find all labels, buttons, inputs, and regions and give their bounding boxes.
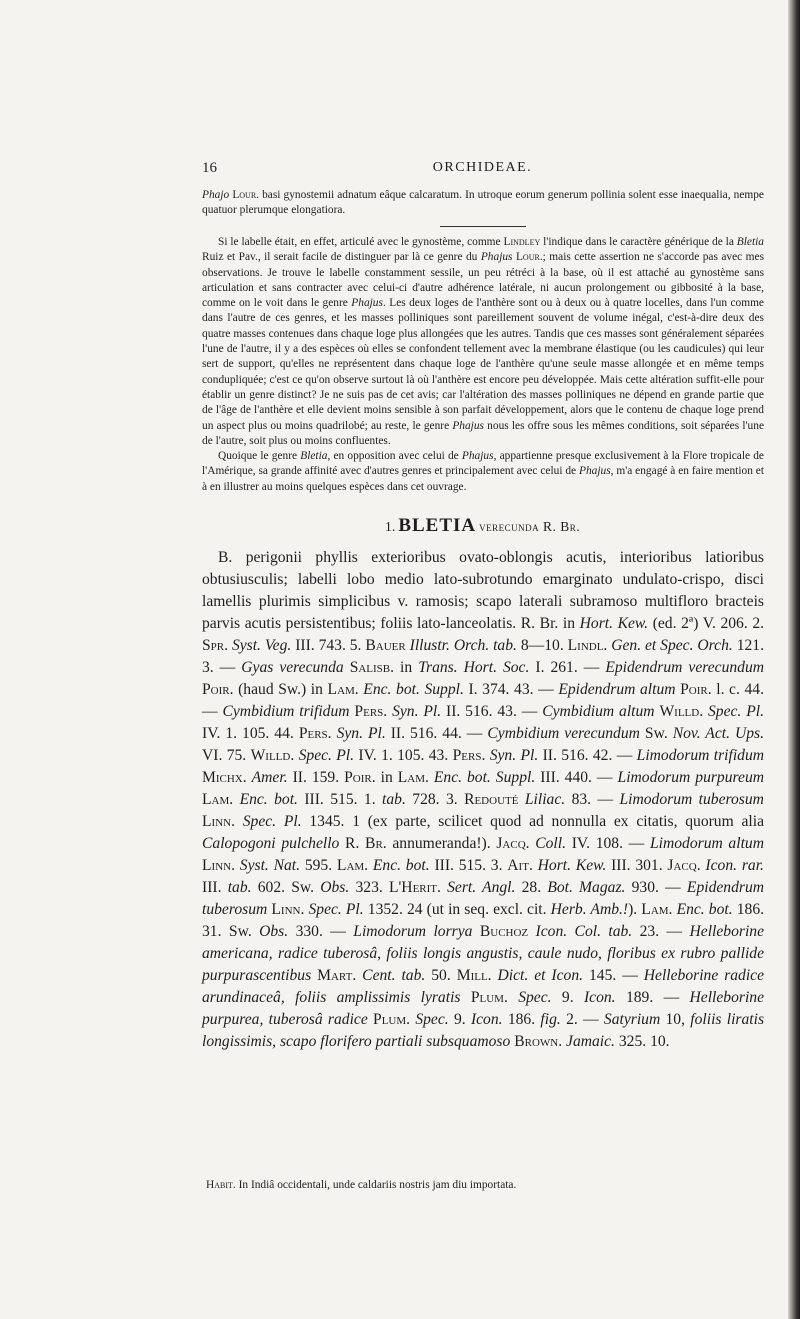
section-divider: [440, 226, 526, 227]
species-number: 1.: [384, 520, 396, 535]
author-name: Lour.: [232, 189, 260, 201]
page-number: 16: [202, 160, 217, 176]
book-spine-edge: [788, 0, 800, 1319]
habitat-text: In Indiâ occidentali, unde caldariis nostris jam diu importata.: [238, 1179, 517, 1191]
footnote-continuation: [202, 188, 764, 218]
habitat-label: Habit.: [206, 1179, 236, 1191]
genus-name: Phajo: [202, 189, 230, 201]
species-description: [202, 547, 764, 1053]
species-genus: BLETIA: [398, 515, 477, 536]
diagnosis-and-synonymy: B. perigonii phyllis exterioribus ovato-oblongis acutis, interioribus latioribus obtusiusculis; labelli lobo medio lato-subrotundo emarginato undulato-crispo, disci lamellis plurimis simplicibus v. ramosis; scapo laterali subramoso multifloro bracteis parvis acutis persistentibus; foliis lato-lanceolatis. R. Br. in Hort. Kew. (ed. 2ª) V. 206. 2. Spr. Syst. Veg. III. 743. 5. Bauer Illustr. Orch. tab. 8—10. Lindl. Gen. et Spec. Orch. 121. 3. — Gyas verecunda Salisb. in Trans. Hort. Soc. I. 261. — Epidendrum verecundum Poir. (haud Sw.) in Lam. Enc. bot. Suppl. I. 374. 43. — Epidendrum altum Poir. l. c. 44. — Cymbidium trifidum Pers. Syn. Pl. II. 516. 43. — Cymbidium altum Willd. Spec. Pl. IV. 1. 105. 44. Pers. Syn. Pl. II. 516. 44. — Cymbidium verecundum Sw. Nov. Act. Ups. VI. 75. Willd. Spec. Pl. IV. 1. 105. 43. Pers. Syn. Pl. II. 516. 42. — Limodorum trifidum Michx. Amer. II. 159. Poir. in Lam. Enc. bot. Suppl. III. 440. — Limodorum purpureum Lam. Enc. bot. III. 515. 1. tab. 728. 3. Redouté Liliac. 83. — Limodorum tuberosum Linn. Spec. Pl. 1345. 1 (ex parte, scilicet quod ad nonnulla ex citatis, quorum alia Calopogoni pulchello R. Br. annumeranda!). Jacq. Coll. IV. 108. — Limodorum altum Linn. Syst. Nat. 595. Lam. Enc. bot. III. 515. 3. Ait. Hort. Kew. III. 301. Jacq. Icon. rar. III. tab. 602. Sw. Obs. 323. L'Herit. Sert. Angl. 28. Bot. Magaz. 930. — Epidendrum tuberosum Linn. Spec. Pl. 1352. 24 (ut in seq. excl. cit. Herb. Amb.!). Lam. Enc. bot. 186. 31. Sw. Obs. 330. — Limodorum lorrya Buchoz Icon. Col. tab. 23. — Helleborine americana, radice tuberosâ, foliis longis angustis, caule nudo, floribus ex rubro pallide purpurascentibus Mart. Cent. tab. 50. Mill. Dict. et Icon. 145. — Helleborine radice arundinaceâ, foliis amplissimis lyratis Plum. Spec. 9. Icon. 189. — Helleborine purpurea, tuberosâ radice Plum. Spec. 9. Icon. 186. fig. 2. — Satyrium 10, foliis liratis longissimis, scapo florifero partiali subsquamoso Brown. Jamaic. 325. 10.: [202, 549, 765, 1050]
commentary-paragraph: Quoique le genre Bletia, en opposition avec celui de Phajus, appartienne presque exclusivement à la Flore tropicale de l'Amérique, sa grande affinité avec d'autres genres et principalement avec celui de Phajus, m'a engagé à en faire mention et à en illustrer au moins quelques espèces dans cet ouvrage.: [202, 450, 764, 493]
species-epithet: verecunda R. Br.: [479, 519, 581, 534]
page-header: [200, 160, 765, 182]
habitat-note: [206, 1178, 766, 1193]
book-page: [200, 0, 765, 1319]
commentary: [202, 235, 764, 495]
running-title: ORCHIDEAE.: [432, 160, 533, 175]
commentary-paragraph: Si le labelle était, en effet, articulé avec le gynostème, comme Lindley l'indique dans le caractère générique de la Bletia Ruiz et Pav., il serait facile de distinguer par là ce genre du Phajus Lour.; mais cette assertion ne s'accorde pas avec mes observations. Je trouve le labelle constamment sessile, un peu rétréci à la base, où il est attaché au gynostème sans articulation et sans contracter avec celui-ci d'autre adhérence latérale, ni aucun prolongement ou gibbosité à la base, comme on le voit dans le genre Phajus. Les deux loges de l'anthère sont ou à deux ou à quatre locelles, dans l'un comme dans l'autre de ces genres, et les masses polliniques sont pareillement souvent de volume inégal, c'est-à-dire deux des quatre masses contenues dans chaque loge plus allongées que les autres. Tandis que ces masses sont généralement séparées l'une de l'autre, il y a des espèces où elles se confondent tellement avec la membrane élastique (ou les caudicules) qui leur sert de support, qu'elles ne représentent dans chaque loge de l'anthère qu'une seule masse allongée et en même temps condupliquée; c'est ce qu'on observe surtout là où l'anthère est encore peu développée. Mais cette altération suffit-elle pour établir un genre distinct? Je ne suis pas de cet avis; car l'altération des masses polliniques ne dépend en grande partie que de l'âge de l'anthère et elle devient moins sensible à son parfait développement, alors que le contenu de chaque loge prend un aspect plus ou moins quadrilobé; au reste, le genre Phajus nous les offre sous les mêmes conditions, soit séparées l'une de l'autre, soit plus ou moins confluentes.: [202, 236, 765, 447]
note-text: basi gynostemii adnatum eâque calcaratum. In utroque eorum generum pollinia solent esse inaequalia, nempe quatuor plerumque elongatiora.: [202, 189, 764, 216]
species-heading: [200, 515, 765, 537]
